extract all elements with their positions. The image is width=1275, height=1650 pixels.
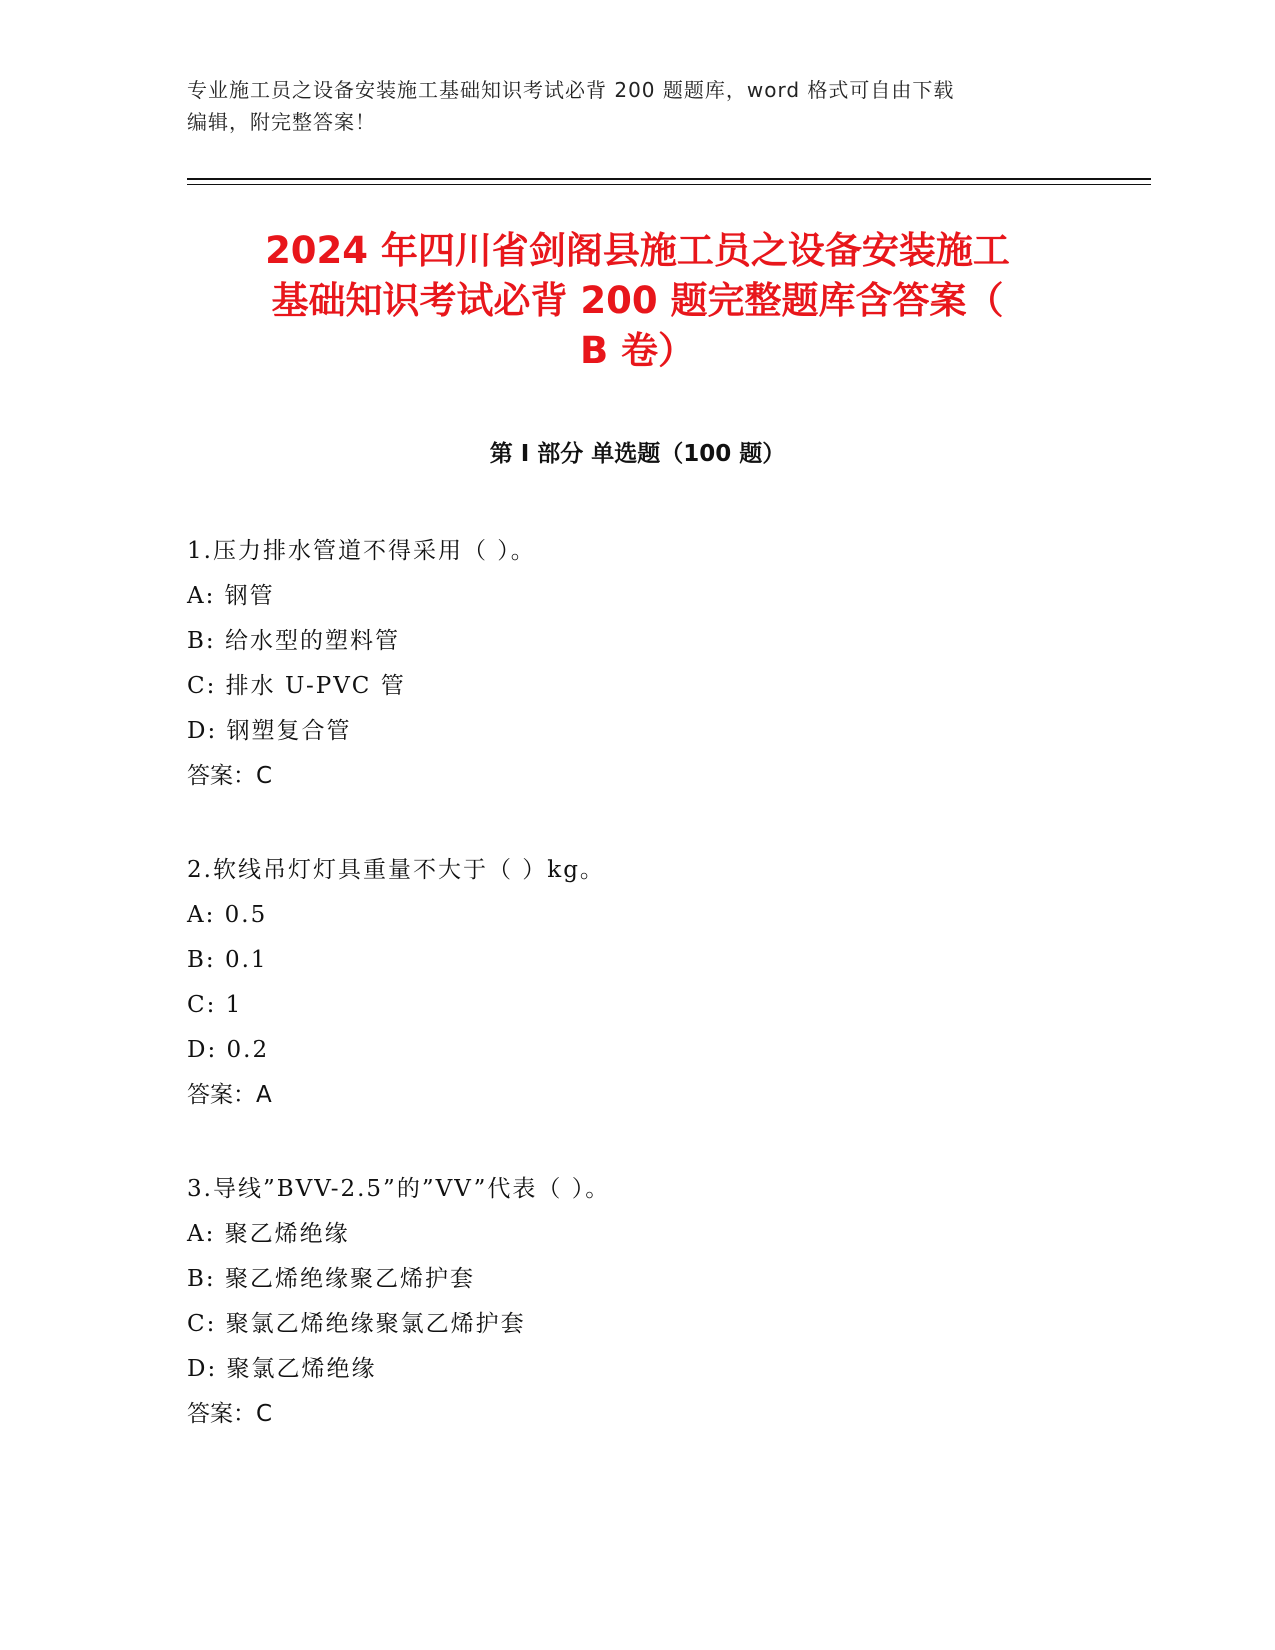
option-c: C: 1 xyxy=(187,992,243,1018)
question-stem: 3.导线”BVV-2.5”的”VV”代表（ ）。 xyxy=(187,1176,611,1202)
option-b: B: 给水型的塑料管 xyxy=(187,628,400,654)
document-title-line-3: B 卷） xyxy=(579,329,696,372)
question-stem: 1.压力排水管道不得采用（ ）。 xyxy=(187,538,536,564)
option-a: A: 聚乙烯绝缘 xyxy=(187,1221,350,1247)
header-divider-thin xyxy=(187,184,1151,185)
option-a: A: 0.5 xyxy=(187,902,268,928)
option-c: C: 排水 U-PVC 管 xyxy=(187,673,406,699)
question-item xyxy=(187,528,1147,799)
question-stem: 2.软线吊灯灯具重量不大于（ ）kg。 xyxy=(187,857,605,883)
option-c: C: 聚氯乙烯绝缘聚氯乙烯护套 xyxy=(187,1311,526,1337)
document-title-line-1: 2024 年四川省剑阁县施工员之设备安装施工 xyxy=(265,229,1010,272)
section-title: 第 I 部分 单选题（100 题） xyxy=(489,441,786,467)
answer-line: 答案：C xyxy=(187,763,273,789)
option-d: D: 0.2 xyxy=(187,1037,270,1063)
document-title xyxy=(150,226,1125,376)
header-note-line-1: 专业施工员之设备安装施工基础知识考试必背 200 题题库，word 格式可自由下载 xyxy=(187,78,955,102)
answer-line: 答案：A xyxy=(187,1082,272,1108)
header-divider-thick xyxy=(187,178,1151,180)
question-item xyxy=(187,1166,1147,1437)
document-title-line-2: 基础知识考试必背 200 题完整题库含答案（ xyxy=(271,279,1004,322)
option-b: B: 聚乙烯绝缘聚乙烯护套 xyxy=(187,1266,475,1292)
option-d: D: 钢塑复合管 xyxy=(187,718,352,744)
question-item xyxy=(187,847,1147,1118)
header-note-line-2: 编辑，附完整答案！ xyxy=(187,110,376,134)
option-b: B: 0.1 xyxy=(187,947,268,973)
option-d: D: 聚氯乙烯绝缘 xyxy=(187,1356,377,1382)
question-list xyxy=(187,528,1147,1485)
option-a: A: 钢管 xyxy=(187,583,275,609)
answer-line: 答案：C xyxy=(187,1401,273,1427)
header-note xyxy=(187,74,1087,138)
